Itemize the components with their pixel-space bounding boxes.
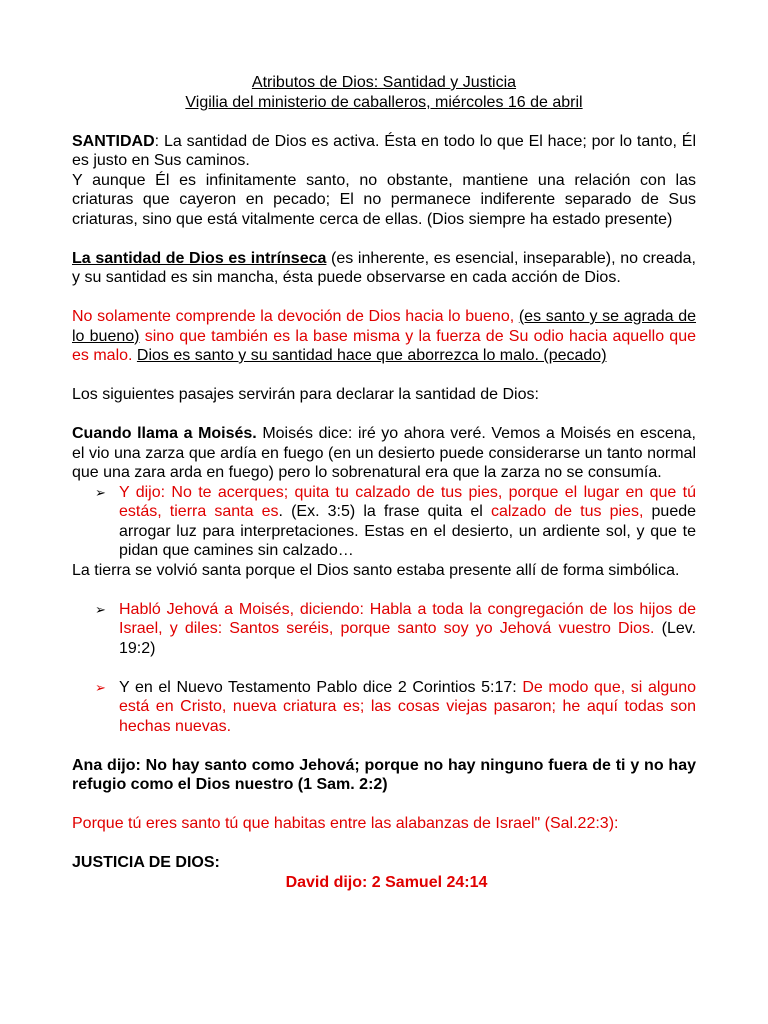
santidad-text1: La santidad de Dios es activa. Ésta en todo lo que El hace; por lo tanto, Él es justo en Sus caminos.	[72, 132, 696, 169]
devocion-part2: (es santo y se agrada de lo bueno)	[72, 308, 697, 345]
santidad-sep: :	[154, 132, 160, 150]
bullet-item-3	[72, 678, 696, 737]
ana-paragraph: Ana dijo: No hay santo como Jehová; porque no hay ninguno fuera de ti y no hay refugio como el Dios nuestro (1 Sam. 2:2)	[72, 756, 696, 793]
document-title: Atributos de Dios: Santidad y Justicia	[251, 74, 517, 91]
arrow-bullet-icon: ➢	[95, 601, 106, 617]
b1-red1: Y dijo: No te acerques; quita tu calzado de tus pies, porque el lugar en que tú estás, tierra santa es	[119, 483, 696, 520]
santidad-paragraph	[72, 132, 696, 171]
devocion-paragraph	[72, 307, 696, 366]
devocion-part3: sino que también es la base misma y la fuerza de Su odio hacia aquello que es malo.	[72, 327, 696, 364]
moises-text: Moisés dice: iré yo ahora veré. Vemos a Moisés en escena, el vio una zarza que ardía en fuego (en un desierto puede considerarse un tanto normal que una zara arda en fuego) pero lo sobrenatural era que la zarza no se consumía.	[72, 425, 697, 481]
salmo-paragraph: Porque tú eres santo tú que habitas entre las alabanzas de Israel" (Sal.22:3):	[72, 815, 619, 832]
pasajes-intro: Los siguientes pasajes servirán para declarar la santidad de Dios:	[72, 386, 539, 403]
santidad-label: SANTIDAD	[72, 132, 155, 150]
devocion-part1: No solamente comprende la devoción de Dios hacia lo bueno,	[72, 308, 519, 325]
document-subtitle: Vigilia del ministerio de caballeros, miércoles 16 de abril	[185, 93, 583, 111]
santidad-text2: Y aunque Él es infinitamente santo, no obstante, mantiene una relación con las criaturas que cayeron en pecado; El no permanece indiferente separado de Sus criaturas, sino que está vitalmente cerca de ellas. (Dios siempre ha estado presente)	[72, 171, 696, 228]
arrow-bullet-icon: ➢	[95, 484, 106, 500]
devocion-part5: Dios es santo y su santidad hace que aborrezca lo malo. (pecado)	[136, 347, 607, 364]
moises-label: Cuando llama a Moisés.	[72, 425, 257, 442]
b2-black: (Lev. 19:2)	[119, 620, 697, 657]
bullet-list-3	[72, 678, 696, 737]
after-bullet-1: La tierra se volvió santa porque el Dios santo estaba presente allí de forma simbólica.	[72, 561, 680, 579]
b2-red: Habló Jehová a Moisés, diciendo: Habla a toda la congregación de los hijos de Israel, y diles: Santos seréis, porque santo soy yo Jehová vuestro Dios.	[119, 600, 696, 637]
b1-black2: puede arrogar luz para interpretaciones. Estas en el desierto, un ardiente sol, y que te pidan que camines sin calzado…	[119, 503, 697, 559]
justicia-heading: JUSTICIA DE DIOS:	[72, 854, 220, 871]
bullet-list-1	[72, 483, 696, 561]
bullet-list-2	[72, 600, 696, 659]
document-page	[72, 73, 696, 892]
b1-red2: calzado de tus pies,	[490, 503, 644, 520]
bullet-item-2	[72, 600, 696, 659]
intrinseca-paragraph	[72, 249, 696, 288]
intrinseca-label: La santidad de Dios es intrínseca	[72, 249, 327, 267]
moises-paragraph	[72, 424, 696, 483]
b3-black: Y en el Nuevo Testamento Pablo dice 2 Corintios 5:17:	[119, 678, 523, 696]
b1-black1: . (Ex. 3:5) la frase quita el	[278, 503, 491, 520]
arrow-bullet-icon: ➢	[95, 679, 106, 695]
b3-red: De modo que, si alguno está en Cristo, nueva criatura es; las cosas viejas pasaron; he aquí todas son hechas nuevas.	[119, 678, 696, 735]
david-heading: David dijo: 2 Samuel 24:14	[285, 873, 488, 891]
intrinseca-text: (es inherente, es esencial, inseparable), no creada, y su santidad es sin mancha, ésta puede observarse en cada acción de Dios.	[72, 249, 697, 286]
bullet-item-1	[72, 483, 696, 561]
